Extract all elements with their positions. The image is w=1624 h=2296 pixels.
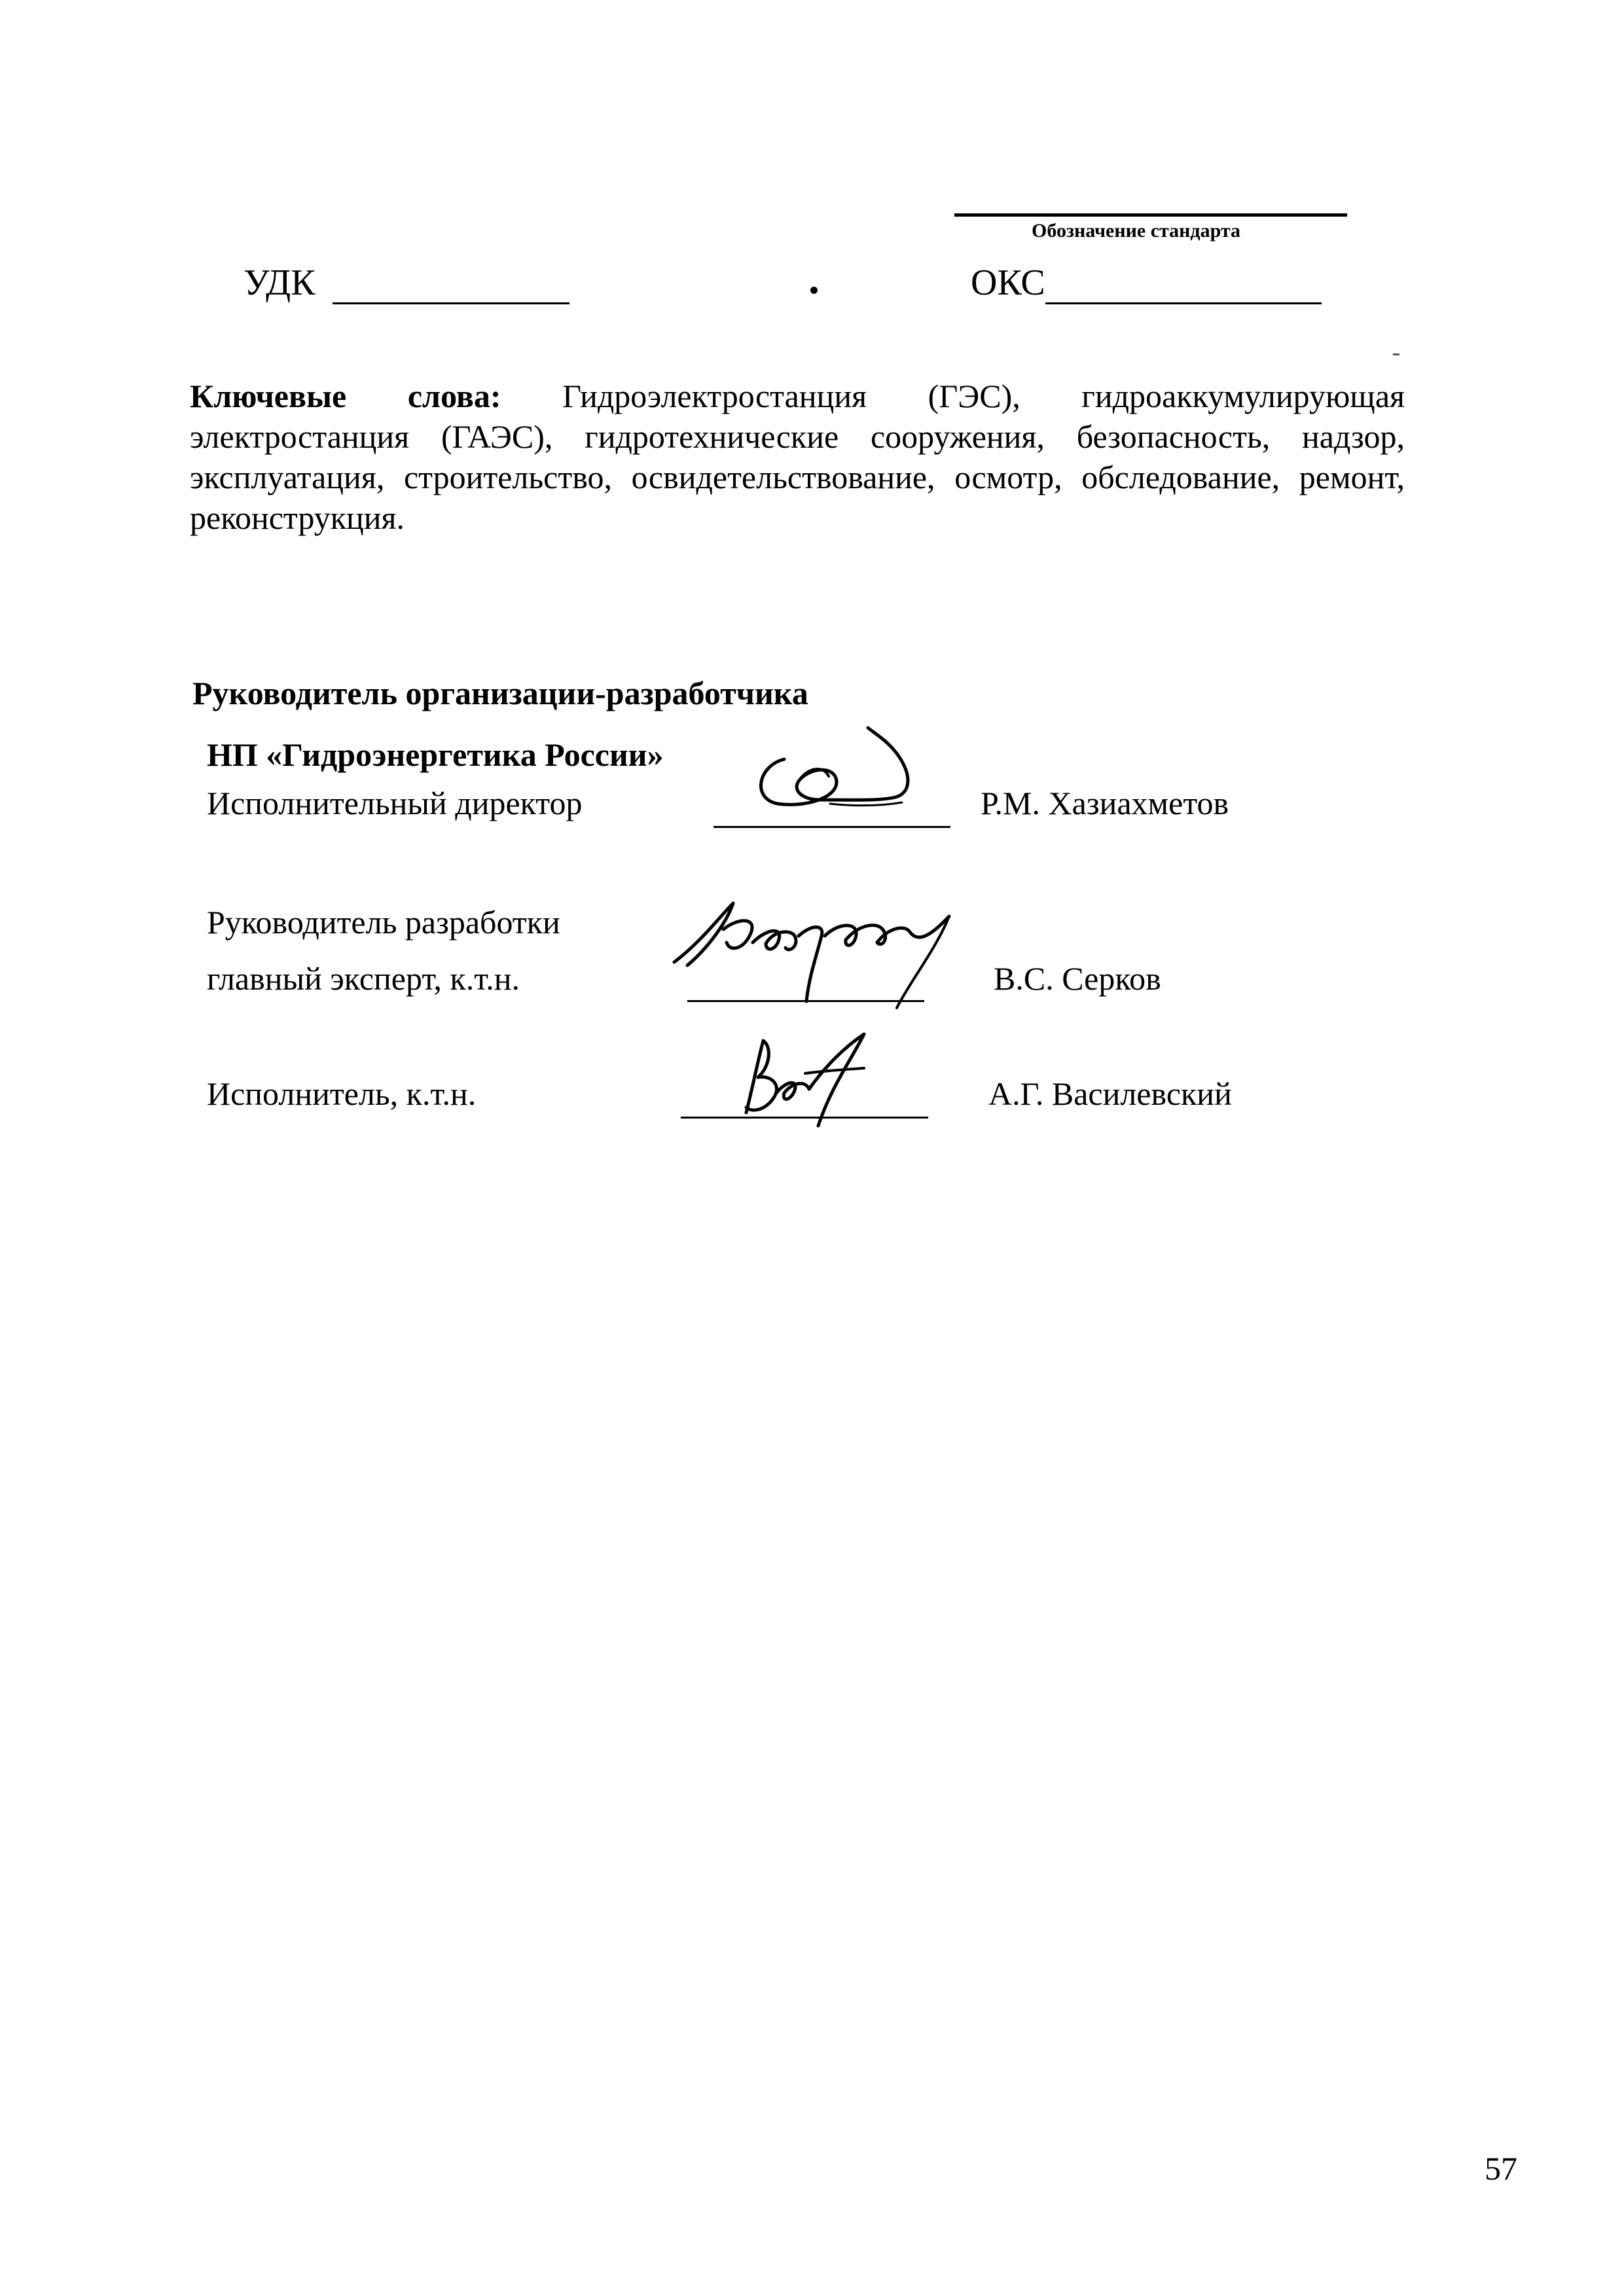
keywords-paragraph <box>190 376 1405 538</box>
keywords-text: Гидроэлектростанция (ГЭС), гидроаккумулирующая электростанция (ГАЭС), гидротехнические сооружения, безопасность, надзор, эксплуатация, строительство, освидетельствование, осмотр, обследование, ремонт, реконструкция. <box>190 378 1405 536</box>
signature-3-image <box>727 1021 884 1139</box>
scan-speck <box>1393 353 1399 355</box>
signatory-3-role: Исполнитель, к.т.н. <box>207 1075 477 1112</box>
oks-label: ОКС <box>971 262 1045 303</box>
signatory-2-role-line-1: Руководитель разработки <box>207 904 560 941</box>
standard-designation-line <box>954 213 1347 217</box>
udk-label: УДК <box>244 262 316 303</box>
signatory-1-role: Исполнительный директор <box>207 785 583 821</box>
page-number: 57 <box>1485 2150 1517 2187</box>
signatory-3-name: А.Г. Василевский <box>988 1075 1232 1112</box>
signatory-2-name: В.С. Серков <box>994 960 1161 997</box>
signature-1-image <box>738 720 935 831</box>
organization-head-title: Руководитель организации-разработчика <box>192 675 808 711</box>
signature-2-line <box>687 1000 924 1002</box>
signature-3-line <box>681 1117 928 1119</box>
udk-blank-line <box>333 302 569 304</box>
oks-blank-line <box>1045 302 1322 304</box>
signature-1-line <box>713 826 950 828</box>
signatory-2-role-line-2: главный эксперт, к.т.н. <box>207 960 520 997</box>
standard-designation-caption: Обозначение стандарта <box>1032 220 1240 242</box>
signatory-1-name: Р.М. Хазиахметов <box>981 785 1229 821</box>
scan-dot <box>810 287 818 294</box>
keywords-label: Ключевые слова: <box>190 378 501 414</box>
organization-name: НП «Гидроэнергетика России» <box>207 736 664 773</box>
